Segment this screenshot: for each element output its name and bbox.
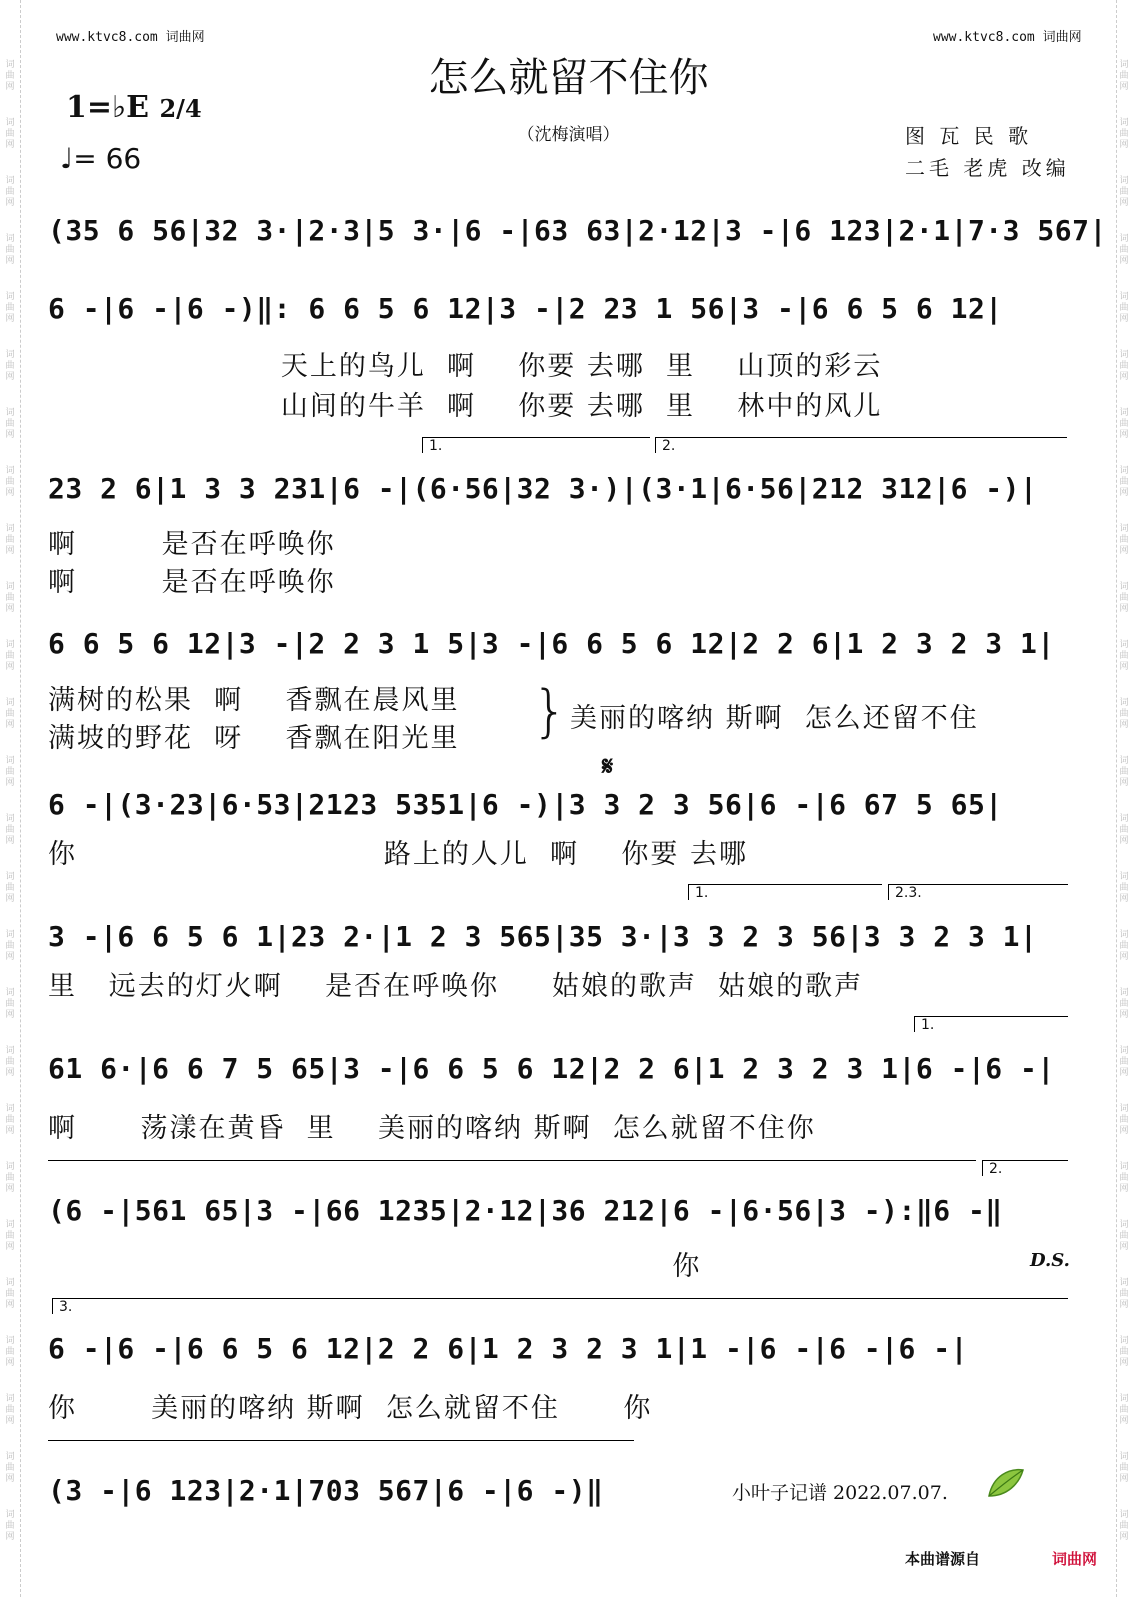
score-line-4: 6 6 5 6 12|3 -|2 2 3 1 5|3 -|6 6 5 6 12|2 2 6|1 2 3 2 3 1| [48,627,1055,660]
side-watermark-text: 词 曲 网 [5,60,15,92]
side-watermark-text: 词 曲 网 [1119,1394,1129,1426]
score-line-10: (3 -|6 123|2·1|703 567|6 -|6 -)‖ [48,1474,604,1507]
side-watermark-text: 词 曲 网 [5,350,15,382]
lyric-line-2b: 山间的牛羊 啊 你要 去哪 里 林中的风儿 [48,391,883,422]
score-line-5: 6 -|(3·23|6·53|2123 5351|6 -)|3 3 2 3 56|6 -|6 67 5 65| [48,788,1003,821]
leaf-icon [985,1466,1025,1502]
side-watermark-text: 词 曲 网 [1119,1162,1129,1194]
side-watermark-text: 词 曲 网 [5,1162,15,1194]
side-watermark-text: 词 曲 网 [1119,582,1129,614]
lyric-line-9: 你 美丽的喀纳 斯啊 怎么就留不住 你 [48,1393,653,1424]
singer-credit: （沈梅演唱） [517,125,620,145]
side-watermark-text: 词 曲 网 [5,118,15,150]
side-watermark-text: 词 曲 网 [5,466,15,498]
side-watermark-text: 词 曲 网 [5,698,15,730]
side-watermark-text: 词 曲 网 [5,1336,15,1368]
volta-1-bracket: 1. [422,437,650,453]
side-watermark-text: 词 曲 网 [1119,234,1129,266]
side-watermark-text: 词 曲 网 [1119,1336,1129,1368]
score-line-2: 6 -|6 -|6 -)‖: 6 6 5 6 12|3 -|2 23 1 56|3 -|6 6 5 6 12| [48,292,1003,325]
side-watermark-text: 词 曲 网 [5,640,15,672]
shared-lyric-line: 美丽的喀纳 斯啊 怎么还留不住 [570,703,979,734]
side-watermark-text: 词 曲 网 [5,814,15,846]
source-site[interactable]: 词曲网 [1052,1550,1098,1568]
side-watermark-text: 词 曲 网 [1119,60,1129,92]
score-line-8: (6 -|561 65|3 -|66 1235|2·12|36 212|6 -|6·56|3 -):‖6 -‖ [48,1194,1003,1227]
lyric-line-6: 里 远去的灯火啊 是否在呼唤你 姑娘的歌声 姑娘的歌声 [48,971,864,1002]
side-watermark-text: 词 曲 网 [5,1510,15,1542]
score-line-7: 61 6·|6 6 7 5 65|3 -|6 6 5 6 12|2 2 6|1 2 3 2 3 1|6 -|6 -| [48,1052,1055,1085]
time-signature: 2/4 [159,94,202,123]
side-watermark-text: 词 曲 网 [5,872,15,904]
origin-credit: 图 瓦 民 歌 [905,124,1033,148]
lyric-line-3a: 啊 是否在呼唤你 [48,529,336,560]
lyric-line-8: 你 [48,1251,702,1282]
lyric-line-3b: 啊 是否在呼唤你 [48,567,336,598]
side-watermark-text: 词 曲 网 [5,1220,15,1252]
side-watermark-text: 词 曲 网 [5,988,15,1020]
volta-23-bracket: 2.3. [888,884,1068,900]
score-line-9: 6 -|6 -|6 6 5 6 12|2 2 6|1 2 3 2 3 1|1 -|6 -|6 -|6 -| [48,1332,968,1365]
side-watermark-text: 词 曲 网 [1119,408,1129,440]
score-line-1: (35 6 56|32 3·|2·3|5 3·|6 -|63 63|2·12|3 -|6 123|2·1|7·3 567| [48,214,1107,247]
source-label: 本曲谱源自 [905,1550,981,1568]
side-watermark-text: 词 曲 网 [1119,988,1129,1020]
side-watermark-text: 词 曲 网 [5,1452,15,1484]
side-watermark-text: 词 曲 网 [1119,930,1129,962]
volta-1-bracket-b: 1. [688,884,882,900]
side-watermark-text: 词 曲 网 [5,524,15,556]
side-watermark-text: 词 曲 网 [1119,524,1129,556]
side-watermark-text: 词 曲 网 [5,176,15,208]
side-watermark-text: 词 曲 网 [5,582,15,614]
side-watermark-text: 词 曲 网 [5,756,15,788]
side-watermark-text: 词 曲 网 [1119,1220,1129,1252]
volta-1-bracket-c: 1. [914,1016,1068,1032]
side-watermark-text: 词 曲 网 [5,1046,15,1078]
side-watermark-text: 词 曲 网 [1119,466,1129,498]
tempo-marking: ♩= 66 [60,142,142,175]
lyric-brace: } [532,679,568,744]
volta-2-bracket-b: 2. [982,1160,1068,1176]
volta-2-bracket: 2. [655,437,1067,453]
key-label: 1=♭E [66,90,150,125]
side-watermark-text: 词 曲 网 [1119,1452,1129,1484]
side-watermark-text: 词 曲 网 [5,234,15,266]
side-watermark-text: 词 曲 网 [1119,176,1129,208]
arranger-credit: 二毛 老虎 改编 [905,156,1070,180]
lyric-line-2a: 天上的鸟儿 啊 你要 去哪 里 山顶的彩云 [48,351,883,382]
lyric-line-7: 啊 荡漾在黄昏 里 美丽的喀纳 斯啊 怎么就留不住你 [48,1113,816,1144]
side-watermark-text: 词 曲 网 [1119,1104,1129,1136]
side-watermark-text: 词 曲 网 [5,930,15,962]
lyric-line-4a: 满树的松果 啊 香飘在晨风里 [48,685,460,716]
volta-3-bracket: 3. [52,1298,1068,1314]
score-line-6: 3 -|6 6 5 6 1|23 2·|1 2 3 565|35 3·|3 3 2 3 56|3 3 2 3 1| [48,920,1038,953]
side-watermark-text: 词 曲 网 [5,1394,15,1426]
side-watermark-text: 词 曲 网 [1119,1046,1129,1078]
site-watermark-left: www.ktvc8.com 词曲网 [56,30,205,45]
lyric-line-4b: 满坡的野花 呀 香飘在阳光里 [48,723,460,754]
transcriber-signature: 小叶子记谱 2022.07.07. [732,1482,948,1504]
volta-line [48,1160,976,1161]
key-signature [66,90,202,125]
side-watermark-text: 词 曲 网 [1119,350,1129,382]
lyric-line-5: 你 路上的人儿 啊 你要 去哪 [48,839,748,870]
page-title: 怎么就留不住你 [428,55,709,101]
side-watermark-text: 词 曲 网 [1119,1510,1129,1542]
side-watermark-text: 词 曲 网 [5,408,15,440]
side-watermark-text: 词 曲 网 [1119,640,1129,672]
side-watermark-text: 词 曲 网 [1119,872,1129,904]
side-watermark-text: 词 曲 网 [5,292,15,324]
site-watermark-right: www.ktvc8.com 词曲网 [933,30,1082,45]
side-watermark-text: 词 曲 网 [5,1104,15,1136]
side-watermark-text: 词 曲 网 [1119,292,1129,324]
side-watermark-text: 词 曲 网 [1119,1278,1129,1310]
segno-sign: 𝄋 [602,752,614,782]
score-line-3: 23 2 6|1 3 3 231|6 -|(6·56|32 3·)|(3·1|6·56|212 312|6 -)| [48,472,1038,505]
side-watermark-text: 词 曲 网 [1119,814,1129,846]
side-watermark-text: 词 曲 网 [5,1278,15,1310]
side-watermark-text: 词 曲 网 [1119,756,1129,788]
side-watermark-text: 词 曲 网 [1119,118,1129,150]
ds-marking: D.S. [1030,1250,1070,1271]
side-watermark-text: 词 曲 网 [1119,698,1129,730]
closing-line [48,1440,634,1441]
